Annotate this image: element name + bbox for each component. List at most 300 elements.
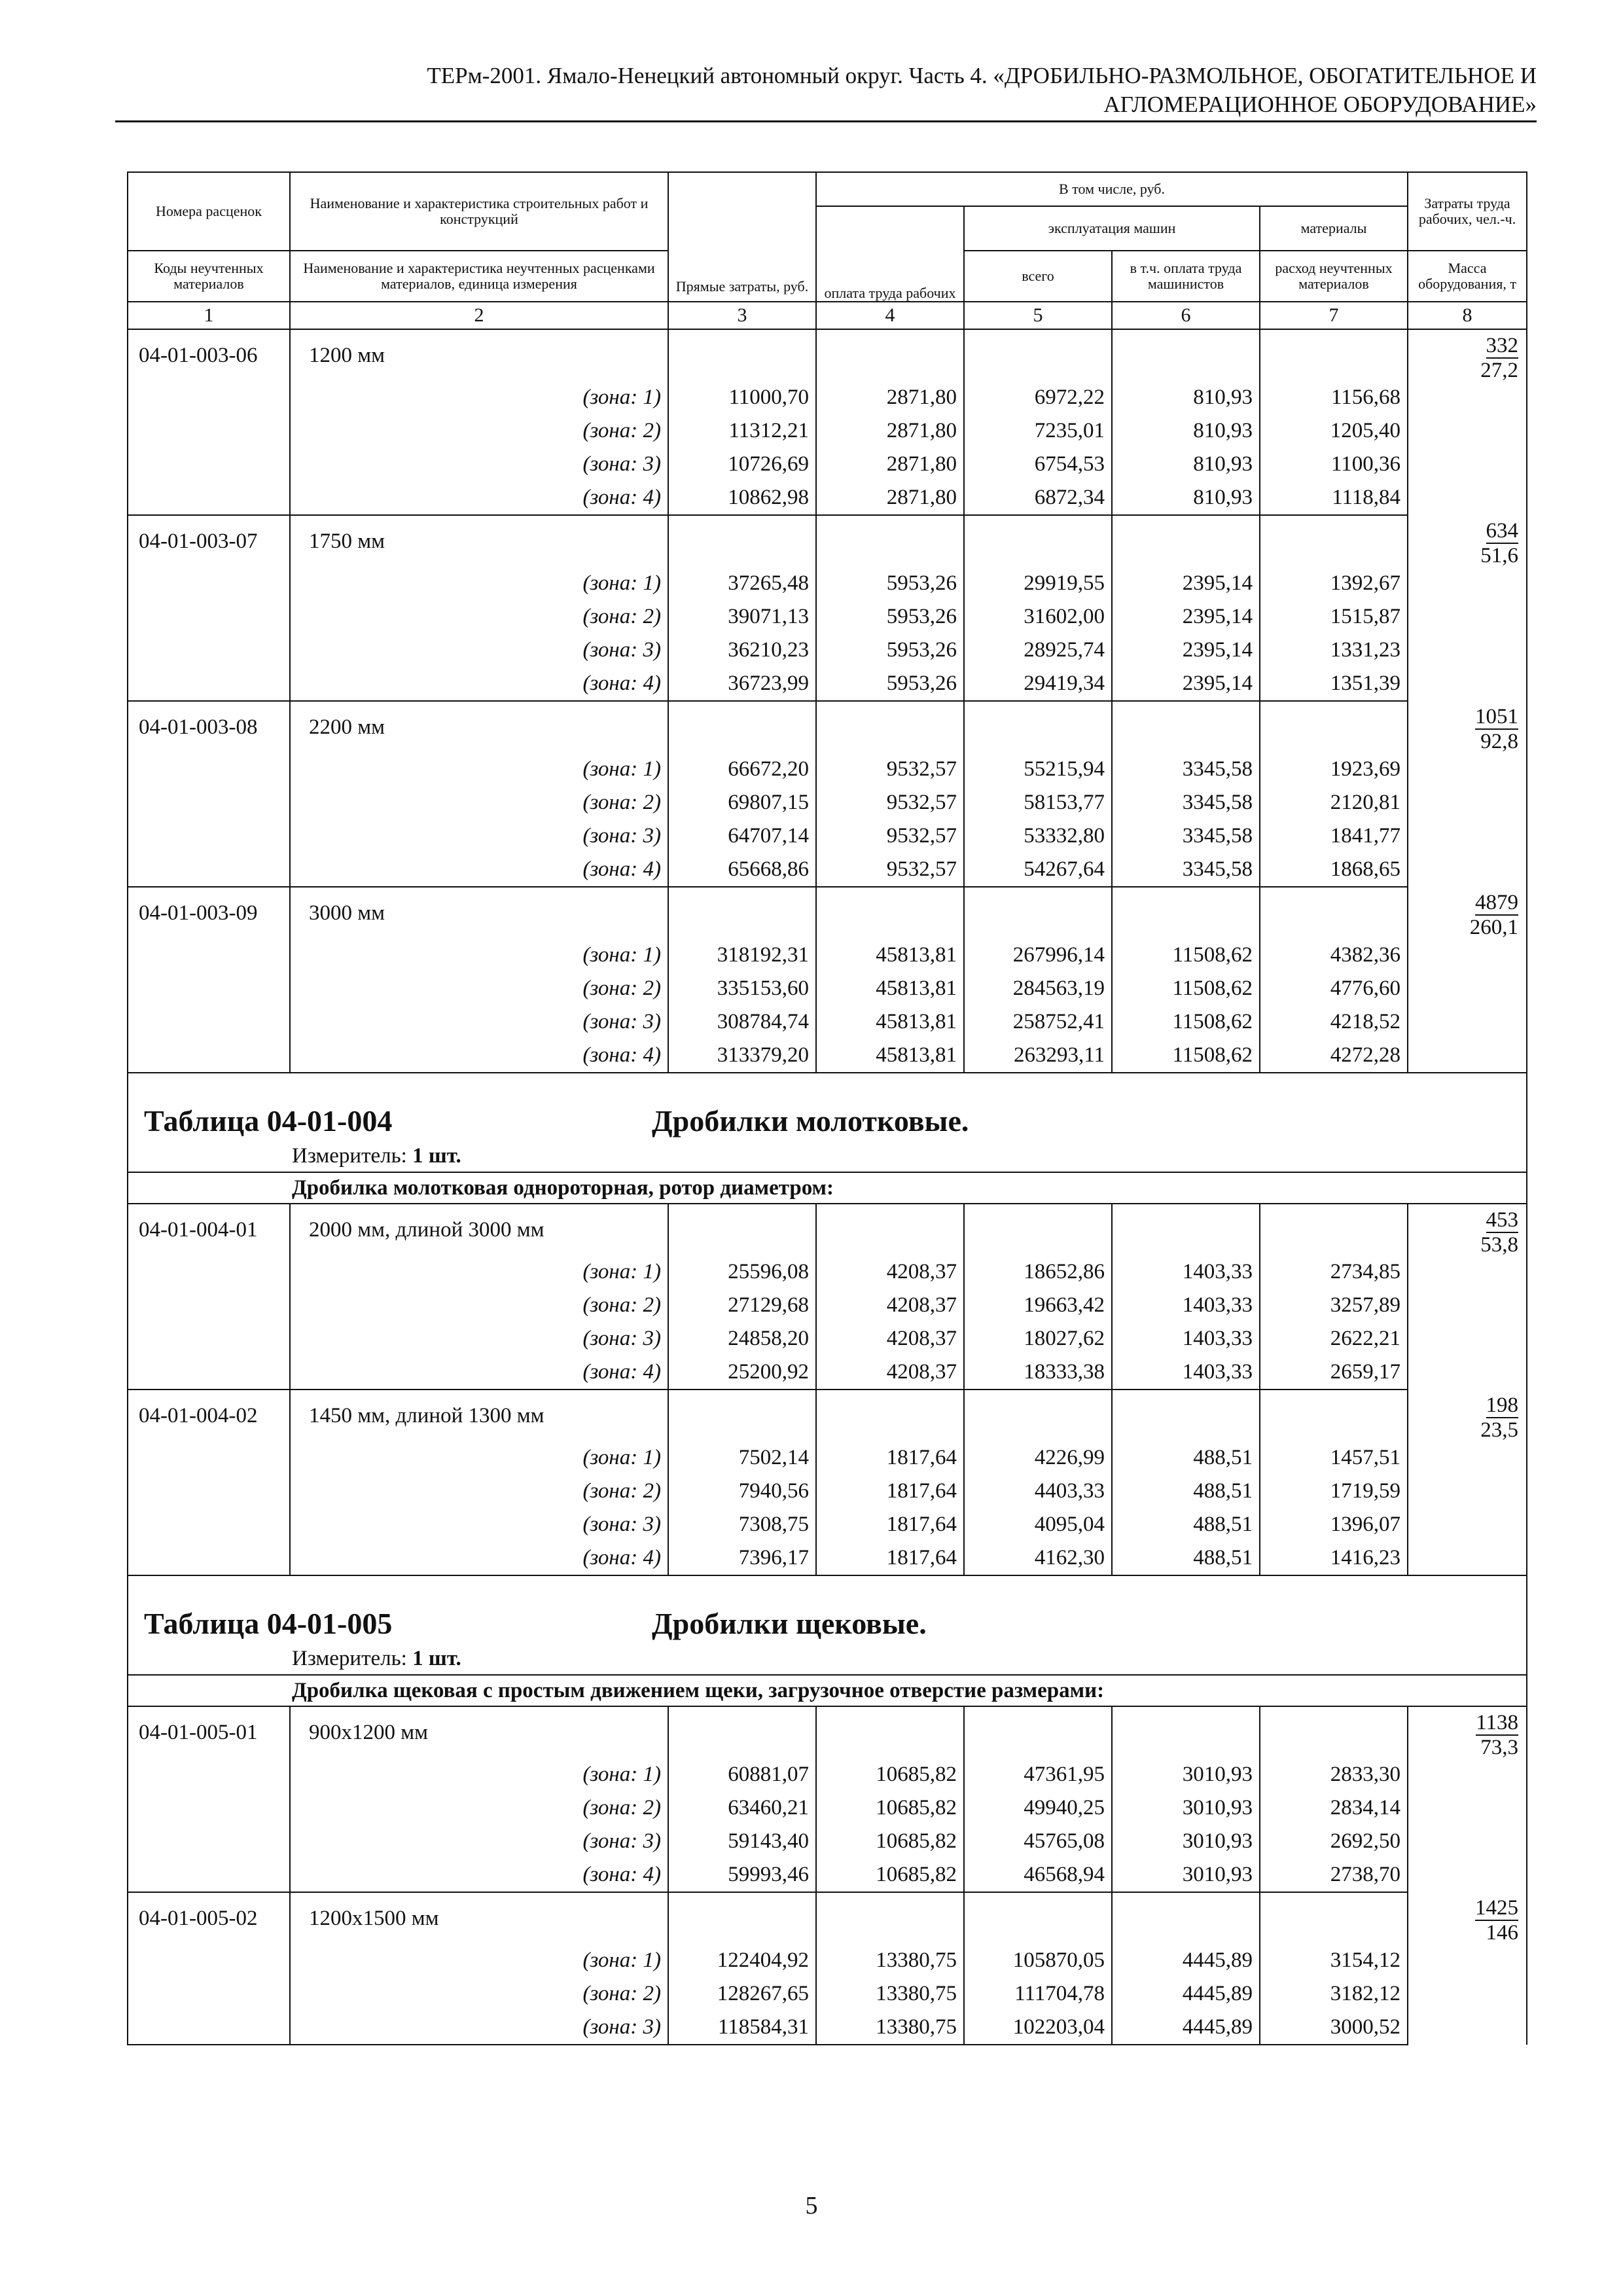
- empty-cell: [128, 667, 290, 701]
- empty-cell: [816, 329, 964, 381]
- machines-total: 53332,80: [964, 819, 1112, 853]
- empty-cell: [964, 329, 1112, 381]
- labor-hours: 1138: [1476, 1711, 1519, 1734]
- direct-cost: 36210,23: [668, 634, 816, 667]
- worker-wages: 10685,82: [816, 1758, 964, 1791]
- zone-row: [128, 1322, 1527, 1355]
- zone-label: (зона: 4): [290, 1039, 668, 1073]
- col-3-header: Прямые затраты, руб.: [668, 172, 816, 302]
- materials-cost: 1156,68: [1260, 381, 1408, 414]
- empty-cell: [1112, 1204, 1260, 1255]
- empty-cell: [128, 1322, 290, 1355]
- materials-cost: 1331,23: [1260, 634, 1408, 667]
- table-body: [128, 329, 1527, 2045]
- col-2-bottom: Наименование и характеристика неучтенных расценками материалов, единица измерения: [290, 251, 668, 302]
- worker-wages: 5953,26: [816, 567, 964, 600]
- operator-wages: 810,93: [1112, 414, 1260, 448]
- materials-cost: 1719,59: [1260, 1475, 1408, 1508]
- zone-row: [128, 600, 1527, 634]
- machines-total: 4162,30: [964, 1541, 1112, 1575]
- worker-wages: 4208,37: [816, 1322, 964, 1355]
- empty-cell: [1112, 1892, 1260, 1944]
- empty-cell: [1260, 887, 1408, 939]
- col-5-header: всего: [964, 251, 1112, 302]
- worker-wages: 10685,82: [816, 1791, 964, 1825]
- materials-cost: 1392,67: [1260, 567, 1408, 600]
- zone-row: [128, 1858, 1527, 1892]
- measure-label: Измеритель:: [292, 1647, 407, 1670]
- col-number: 2: [290, 302, 668, 329]
- operator-wages: 810,93: [1112, 448, 1260, 481]
- direct-cost: 7308,75: [668, 1508, 816, 1541]
- table-title-box: [128, 1576, 1526, 1674]
- table-title-box: [128, 1073, 1526, 1172]
- zone-row: [128, 939, 1527, 972]
- col-number: 8: [1408, 302, 1527, 329]
- machines-total: 258752,41: [964, 1005, 1112, 1039]
- materials-cost: 2659,17: [1260, 1355, 1408, 1390]
- materials-cost: 1868,65: [1260, 853, 1408, 887]
- empty-cell: [668, 329, 816, 381]
- item-row: [128, 887, 1527, 939]
- empty-cell: [128, 2011, 290, 2045]
- empty-cell: [816, 701, 964, 753]
- table-code: Таблица 04-01-005: [144, 1607, 393, 1640]
- empty-cell: [1112, 515, 1260, 567]
- operator-wages: 2395,14: [1112, 567, 1260, 600]
- col-8-top: Затраты труда рабочих, чел.-ч.: [1408, 172, 1527, 251]
- machines-total: 28925,74: [964, 634, 1112, 667]
- zone-row: [128, 2011, 1527, 2045]
- worker-wages: 1817,64: [816, 1441, 964, 1475]
- header-line-1: ТЕРм-2001. Ямало-Ненецкий автономный округ. Часть 4. «ДРОБИЛЬНО-РАЗМОЛЬНОЕ, ОБОГАТИТЕЛЬНОЕ И: [427, 63, 1537, 88]
- item-row: [128, 329, 1527, 381]
- item-name: 2000 мм, длиной 3000 мм: [290, 1204, 668, 1255]
- zone-row: [128, 667, 1527, 701]
- operator-wages: 3345,58: [1112, 819, 1260, 853]
- equipment-mass: 146: [1486, 1921, 1519, 1945]
- operator-wages: 1403,33: [1112, 1289, 1260, 1322]
- machines-total: 58153,77: [964, 786, 1112, 819]
- measure-value: 1 шт.: [412, 1144, 461, 1168]
- table-code: Таблица 04-01-004: [144, 1104, 393, 1138]
- worker-wages: 9532,57: [816, 786, 964, 819]
- in-total-header: В том числе, руб.: [816, 172, 1408, 206]
- machines-total: 284563,19: [964, 972, 1112, 1005]
- zone-row: [128, 1475, 1527, 1508]
- zone-row: [128, 1758, 1527, 1791]
- empty-cell: [128, 753, 290, 786]
- operator-wages: 1403,33: [1112, 1322, 1260, 1355]
- direct-cost: 11000,70: [668, 381, 816, 414]
- zone-row: [128, 853, 1527, 887]
- operator-wages: 3345,58: [1112, 786, 1260, 819]
- item-name: 1750 мм: [290, 515, 668, 567]
- machines-total: 6972,22: [964, 381, 1112, 414]
- zone-label: (зона: 2): [290, 414, 668, 448]
- operator-wages: 3010,93: [1112, 1758, 1260, 1791]
- equipment-mass: 92,8: [1480, 730, 1519, 753]
- materials-cost: 4272,28: [1260, 1039, 1408, 1073]
- empty-cell: [128, 1255, 290, 1289]
- worker-wages: 2871,80: [816, 414, 964, 448]
- worker-wages: 9532,57: [816, 753, 964, 786]
- zone-row: [128, 1039, 1527, 1073]
- zone-label: (зона: 2): [290, 1289, 668, 1322]
- direct-cost: 60881,07: [668, 1758, 816, 1791]
- operator-wages: 810,93: [1112, 381, 1260, 414]
- zone-row: [128, 481, 1527, 515]
- measure: [292, 1647, 461, 1671]
- item-row: [128, 1204, 1527, 1255]
- zone-row: [128, 381, 1527, 414]
- operator-wages: 488,51: [1112, 1508, 1260, 1541]
- table-title: Дробилки молотковые.: [652, 1104, 969, 1138]
- equipment-mass: 51,6: [1480, 544, 1519, 567]
- materials-cost: 3257,89: [1260, 1289, 1408, 1322]
- machines-total: 18027,62: [964, 1322, 1112, 1355]
- empty-cell: [128, 1475, 290, 1508]
- materials-cost: 1923,69: [1260, 753, 1408, 786]
- labor-mass: [1408, 1204, 1527, 1390]
- materials-cost: 3154,12: [1260, 1944, 1408, 1977]
- operator-wages: 3010,93: [1112, 1858, 1260, 1892]
- worker-wages: 13380,75: [816, 2011, 964, 2045]
- item-row: [128, 701, 1527, 753]
- empty-cell: [128, 939, 290, 972]
- direct-cost: 318192,31: [668, 939, 816, 972]
- empty-cell: [1260, 1706, 1408, 1758]
- direct-cost: 25200,92: [668, 1355, 816, 1390]
- direct-cost: 7396,17: [668, 1541, 816, 1575]
- item-name: 1200х1500 мм: [290, 1892, 668, 1944]
- measure: [292, 1144, 461, 1168]
- direct-cost: 335153,60: [668, 972, 816, 1005]
- materials-cost: 2692,50: [1260, 1825, 1408, 1858]
- materials-cost: 3000,52: [1260, 2011, 1408, 2045]
- direct-cost: 10862,98: [668, 481, 816, 515]
- direct-cost: 7940,56: [668, 1475, 816, 1508]
- running-header: [115, 62, 1537, 119]
- item-code: 04-01-005-01: [128, 1706, 290, 1758]
- empty-cell: [128, 1541, 290, 1575]
- zone-label: (зона: 4): [290, 481, 668, 515]
- empty-cell: [1112, 1390, 1260, 1441]
- item-code: 04-01-003-07: [128, 515, 290, 567]
- operator-wages: 11508,62: [1112, 972, 1260, 1005]
- zone-row: [128, 448, 1527, 481]
- zone-row: [128, 1944, 1527, 1977]
- header-rule: [115, 120, 1537, 122]
- operator-wages: 1403,33: [1112, 1355, 1260, 1390]
- equipment-mass: 260,1: [1469, 916, 1519, 939]
- group-title: Дробилка щековая с простым движением щеки, загрузочное отверстие размерами:: [128, 1675, 1527, 1706]
- direct-cost: 128267,65: [668, 1977, 816, 2011]
- zone-row: [128, 1541, 1527, 1575]
- zone-label: (зона: 3): [290, 634, 668, 667]
- direct-cost: 27129,68: [668, 1289, 816, 1322]
- zone-row: [128, 1289, 1527, 1322]
- operator-wages: 810,93: [1112, 481, 1260, 515]
- operator-wages: 2395,14: [1112, 634, 1260, 667]
- operator-wages: 4445,89: [1112, 1944, 1260, 1977]
- page-number: 5: [805, 2192, 818, 2219]
- labor-mass: [1408, 515, 1527, 701]
- machines-total: 267996,14: [964, 939, 1112, 972]
- worker-wages: 45813,81: [816, 1039, 964, 1073]
- machines-total: 49940,25: [964, 1791, 1112, 1825]
- labor-hours: 453: [1486, 1208, 1519, 1232]
- empty-cell: [1112, 329, 1260, 381]
- machines-total: 6872,34: [964, 481, 1112, 515]
- empty-cell: [128, 634, 290, 667]
- item-name: 900х1200 мм: [290, 1706, 668, 1758]
- col-number: 4: [816, 302, 964, 329]
- table-title-row: [128, 1575, 1527, 1675]
- item-name: 1450 мм, длиной 1300 мм: [290, 1390, 668, 1441]
- zone-row: [128, 1508, 1527, 1541]
- col-2-top: Наименование и характеристика строительных работ и конструкций: [290, 172, 668, 251]
- table-title: Дробилки щековые.: [652, 1607, 927, 1640]
- empty-cell: [964, 701, 1112, 753]
- machines-total: 111704,78: [964, 1977, 1112, 2011]
- item-name: 1200 мм: [290, 329, 668, 381]
- labor-hours: 634: [1486, 519, 1519, 543]
- materials-cost: 2833,30: [1260, 1758, 1408, 1791]
- empty-cell: [816, 1706, 964, 1758]
- table-title-cell: [128, 1575, 1527, 1675]
- empty-cell: [128, 786, 290, 819]
- zone-label: (зона: 2): [290, 1977, 668, 2011]
- operator-wages: 4445,89: [1112, 1977, 1260, 2011]
- empty-cell: [128, 1825, 290, 1858]
- materials-cost: 3182,12: [1260, 1977, 1408, 2011]
- machines-total: 31602,00: [964, 600, 1112, 634]
- direct-cost: 308784,74: [668, 1005, 816, 1039]
- empty-cell: [1260, 1892, 1408, 1944]
- operator-wages: 11508,62: [1112, 939, 1260, 972]
- machines-total: 18652,86: [964, 1255, 1112, 1289]
- machines-total: 4403,33: [964, 1475, 1112, 1508]
- zone-label: (зона: 4): [290, 1541, 668, 1575]
- worker-wages: 1817,64: [816, 1508, 964, 1541]
- operator-wages: 11508,62: [1112, 1005, 1260, 1039]
- col-1-top: Номера расценок: [128, 172, 290, 251]
- col-7-header: расход неучтенных материалов: [1260, 251, 1408, 302]
- worker-wages: 10685,82: [816, 1858, 964, 1892]
- zone-label: (зона: 1): [290, 1758, 668, 1791]
- worker-wages: 9532,57: [816, 853, 964, 887]
- worker-wages: 1817,64: [816, 1475, 964, 1508]
- zone-label: (зона: 1): [290, 381, 668, 414]
- direct-cost: 65668,86: [668, 853, 816, 887]
- worker-wages: 2871,80: [816, 381, 964, 414]
- zone-label: (зона: 3): [290, 819, 668, 853]
- labor-hours: 1051: [1475, 705, 1519, 728]
- empty-cell: [1260, 1390, 1408, 1441]
- worker-wages: 45813,81: [816, 1005, 964, 1039]
- zone-row: [128, 1005, 1527, 1039]
- worker-wages: 13380,75: [816, 1977, 964, 2011]
- empty-cell: [668, 1204, 816, 1255]
- column-numbers-row: [128, 302, 1527, 329]
- table-header: [128, 172, 1527, 329]
- zone-label: (зона: 2): [290, 600, 668, 634]
- direct-cost: 37265,48: [668, 567, 816, 600]
- zone-label: (зона: 3): [290, 1005, 668, 1039]
- machines-total: 29419,34: [964, 667, 1112, 701]
- zone-label: (зона: 1): [290, 1255, 668, 1289]
- machines-total: 45765,08: [964, 1825, 1112, 1858]
- operator-wages: 488,51: [1112, 1541, 1260, 1575]
- operator-wages: 488,51: [1112, 1441, 1260, 1475]
- zone-label: (зона: 3): [290, 2011, 668, 2045]
- item-name: 2200 мм: [290, 701, 668, 753]
- direct-cost: 118584,31: [668, 2011, 816, 2045]
- labor-hours: 198: [1486, 1393, 1519, 1417]
- empty-cell: [128, 414, 290, 448]
- direct-cost: 66672,20: [668, 753, 816, 786]
- equipment-mass: 53,8: [1480, 1233, 1519, 1257]
- worker-wages: 2871,80: [816, 481, 964, 515]
- machines-total: 29919,55: [964, 567, 1112, 600]
- empty-cell: [128, 381, 290, 414]
- direct-cost: 69807,15: [668, 786, 816, 819]
- empty-cell: [1260, 1204, 1408, 1255]
- equipment-mass: 27,2: [1480, 359, 1519, 382]
- group-row: [128, 1172, 1527, 1204]
- materials-cost: 1351,39: [1260, 667, 1408, 701]
- operator-wages: 1403,33: [1112, 1255, 1260, 1289]
- measure-label: Измеритель:: [292, 1144, 407, 1168]
- zone-label: (зона: 1): [290, 1441, 668, 1475]
- col-1-bottom: Коды неучтенных материалов: [128, 251, 290, 302]
- item-code: 04-01-005-02: [128, 1892, 290, 1944]
- zone-row: [128, 753, 1527, 786]
- labor-hours: 4879: [1475, 891, 1519, 914]
- direct-cost: 39071,13: [668, 600, 816, 634]
- machines-total: 4095,04: [964, 1508, 1112, 1541]
- table-title-row: [128, 1073, 1527, 1172]
- empty-cell: [128, 972, 290, 1005]
- direct-cost: 63460,21: [668, 1791, 816, 1825]
- zone-label: (зона: 1): [290, 939, 668, 972]
- materials-cost: 2834,14: [1260, 1791, 1408, 1825]
- empty-cell: [128, 600, 290, 634]
- zone-label: (зона: 2): [290, 1791, 668, 1825]
- zone-label: (зона: 3): [290, 1508, 668, 1541]
- worker-wages: 5953,26: [816, 667, 964, 701]
- empty-cell: [668, 1706, 816, 1758]
- zone-row: [128, 1791, 1527, 1825]
- labor-hours: 1425: [1475, 1896, 1519, 1920]
- empty-cell: [816, 887, 964, 939]
- machines-total: 47361,95: [964, 1758, 1112, 1791]
- machines-total: 19663,42: [964, 1289, 1112, 1322]
- zone-label: (зона: 3): [290, 448, 668, 481]
- machines-total: 55215,94: [964, 753, 1112, 786]
- empty-cell: [964, 515, 1112, 567]
- materials-cost: 1416,23: [1260, 1541, 1408, 1575]
- labor-mass: [1408, 329, 1527, 515]
- operator-wages: 3010,93: [1112, 1825, 1260, 1858]
- col-number: 6: [1112, 302, 1260, 329]
- empty-cell: [1260, 701, 1408, 753]
- col-8-bottom: Масса оборудования, т: [1408, 251, 1527, 302]
- machines-total: 4226,99: [964, 1441, 1112, 1475]
- empty-cell: [1260, 329, 1408, 381]
- labor-mass: [1408, 887, 1527, 1073]
- worker-wages: 9532,57: [816, 819, 964, 853]
- machines-total: 18333,38: [964, 1355, 1112, 1390]
- direct-cost: 25596,08: [668, 1255, 816, 1289]
- zone-row: [128, 1825, 1527, 1858]
- zone-label: (зона: 4): [290, 1355, 668, 1390]
- machines-header: эксплуатация машин: [964, 206, 1260, 251]
- item-code: 04-01-003-08: [128, 701, 290, 753]
- empty-cell: [128, 481, 290, 515]
- item-row: [128, 515, 1527, 567]
- machines-total: 263293,11: [964, 1039, 1112, 1073]
- col-number: 3: [668, 302, 816, 329]
- direct-cost: 122404,92: [668, 1944, 816, 1977]
- empty-cell: [128, 1977, 290, 2011]
- labor-hours: 332: [1486, 334, 1519, 357]
- worker-wages: 4208,37: [816, 1289, 964, 1322]
- materials-cost: 2738,70: [1260, 1858, 1408, 1892]
- zone-row: [128, 786, 1527, 819]
- header-line-2: АГЛОМЕРАЦИОННОЕ ОБОРУДОВАНИЕ»: [1103, 92, 1537, 117]
- materials-cost: 1515,87: [1260, 600, 1408, 634]
- zone-label: (зона: 4): [290, 667, 668, 701]
- materials-cost: 2622,21: [1260, 1322, 1408, 1355]
- empty-cell: [1260, 515, 1408, 567]
- empty-cell: [1112, 887, 1260, 939]
- machines-total: 6754,53: [964, 448, 1112, 481]
- empty-cell: [816, 1390, 964, 1441]
- operator-wages: 2395,14: [1112, 600, 1260, 634]
- zone-label: (зона: 4): [290, 1858, 668, 1892]
- direct-cost: 10726,69: [668, 448, 816, 481]
- item-code: 04-01-004-01: [128, 1204, 290, 1255]
- operator-wages: 11508,62: [1112, 1039, 1260, 1073]
- empty-cell: [128, 819, 290, 853]
- empty-cell: [1112, 701, 1260, 753]
- table-title-cell: [128, 1073, 1527, 1172]
- equipment-mass: 23,5: [1480, 1418, 1519, 1442]
- zone-label: (зона: 3): [290, 1322, 668, 1355]
- empty-cell: [128, 853, 290, 887]
- rates-table: [127, 171, 1527, 2045]
- col-4-header: оплата труда рабочих: [816, 206, 964, 302]
- materials-cost: 1100,36: [1260, 448, 1408, 481]
- empty-cell: [1112, 1706, 1260, 1758]
- empty-cell: [964, 1390, 1112, 1441]
- col-number: 5: [964, 302, 1112, 329]
- direct-cost: 24858,20: [668, 1322, 816, 1355]
- operator-wages: 3345,58: [1112, 753, 1260, 786]
- operator-wages: 488,51: [1112, 1475, 1260, 1508]
- operator-wages: 3345,58: [1112, 853, 1260, 887]
- measure-value: 1 шт.: [412, 1647, 461, 1670]
- materials-cost: 1396,07: [1260, 1508, 1408, 1541]
- empty-cell: [668, 515, 816, 567]
- direct-cost: 11312,21: [668, 414, 816, 448]
- direct-cost: 7502,14: [668, 1441, 816, 1475]
- worker-wages: 45813,81: [816, 939, 964, 972]
- empty-cell: [128, 1944, 290, 1977]
- col-6-header: в т.ч. оплата труда машинистов: [1112, 251, 1260, 302]
